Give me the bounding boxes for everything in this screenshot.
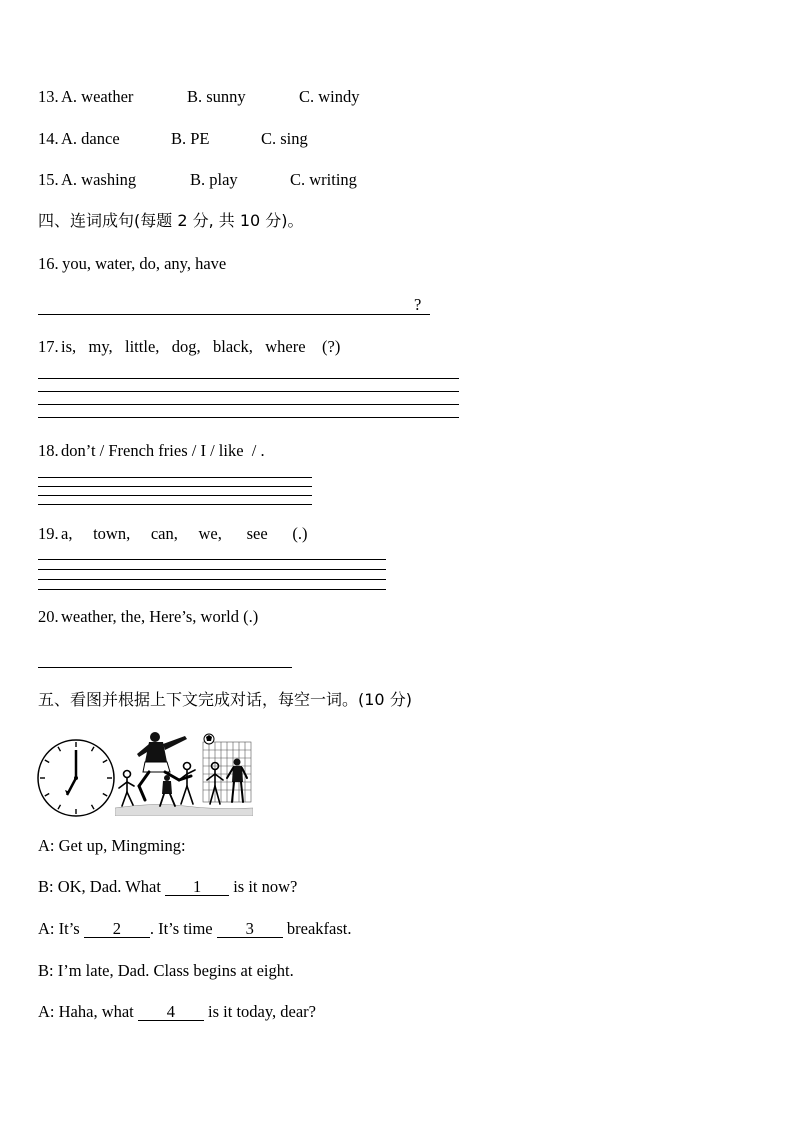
option-a: A. dance [61, 129, 120, 148]
option-a: A. weather [61, 87, 134, 106]
dialogue-line-5: A: Haha, what 4 is it today, dear? [38, 1002, 316, 1021]
question-words: you, water, do, any, have [58, 254, 227, 273]
question-number: 18. [38, 441, 59, 460]
question-number: 14. [38, 129, 59, 148]
dialogue-line-4: B: I’m late, Dad. Class begins at eight. [38, 961, 294, 980]
question-mark: ? [414, 295, 422, 314]
option-b: B. sunny [187, 87, 246, 106]
clock-icon [36, 738, 116, 818]
section-4-heading: 四、连词成句(每题 2 分, 共 10 分)。 [38, 211, 304, 230]
option-a: A. washing [61, 170, 137, 189]
question-words: a, town, can, we, see (.) [61, 524, 308, 543]
blank-3[interactable]: 3 [217, 920, 283, 938]
question-words: weather, the, Here’s, world (.) [61, 607, 259, 626]
question-number: 13. [38, 87, 59, 106]
option-c: C. writing [290, 170, 357, 189]
blank-1[interactable]: 1 [165, 878, 229, 896]
option-c: C. windy [299, 87, 360, 106]
question-number: 16. [38, 254, 59, 273]
question-number: 19. [38, 524, 59, 543]
option-b: B. PE [171, 129, 210, 148]
blank-2[interactable]: 2 [84, 920, 150, 938]
question-number: 17. [38, 337, 59, 356]
dialogue-line-3: A: It’s 2 . It’s time 3 breakfast. [38, 919, 352, 938]
option-c: C. sing [261, 129, 308, 148]
soccer-players-illustration [115, 728, 253, 816]
option-b: B. play [190, 170, 238, 189]
section-5-heading: 五、看图并根据上下文完成对话，每空一词。(10 分) [38, 690, 412, 709]
dialogue-line-1: A: Get up, Mingming: [38, 836, 186, 855]
answer-line[interactable] [38, 667, 292, 668]
question-words: don’t / French fries / I / like / . [61, 441, 265, 460]
question-number: 15. [38, 170, 59, 189]
question-number: 20. [38, 607, 59, 626]
question-words: is, my, little, dog, black, where (?) [61, 337, 341, 356]
answer-line[interactable] [38, 314, 430, 315]
blank-4[interactable]: 4 [138, 1003, 204, 1021]
dialogue-line-2: B: OK, Dad. What 1 is it now? [38, 877, 298, 896]
